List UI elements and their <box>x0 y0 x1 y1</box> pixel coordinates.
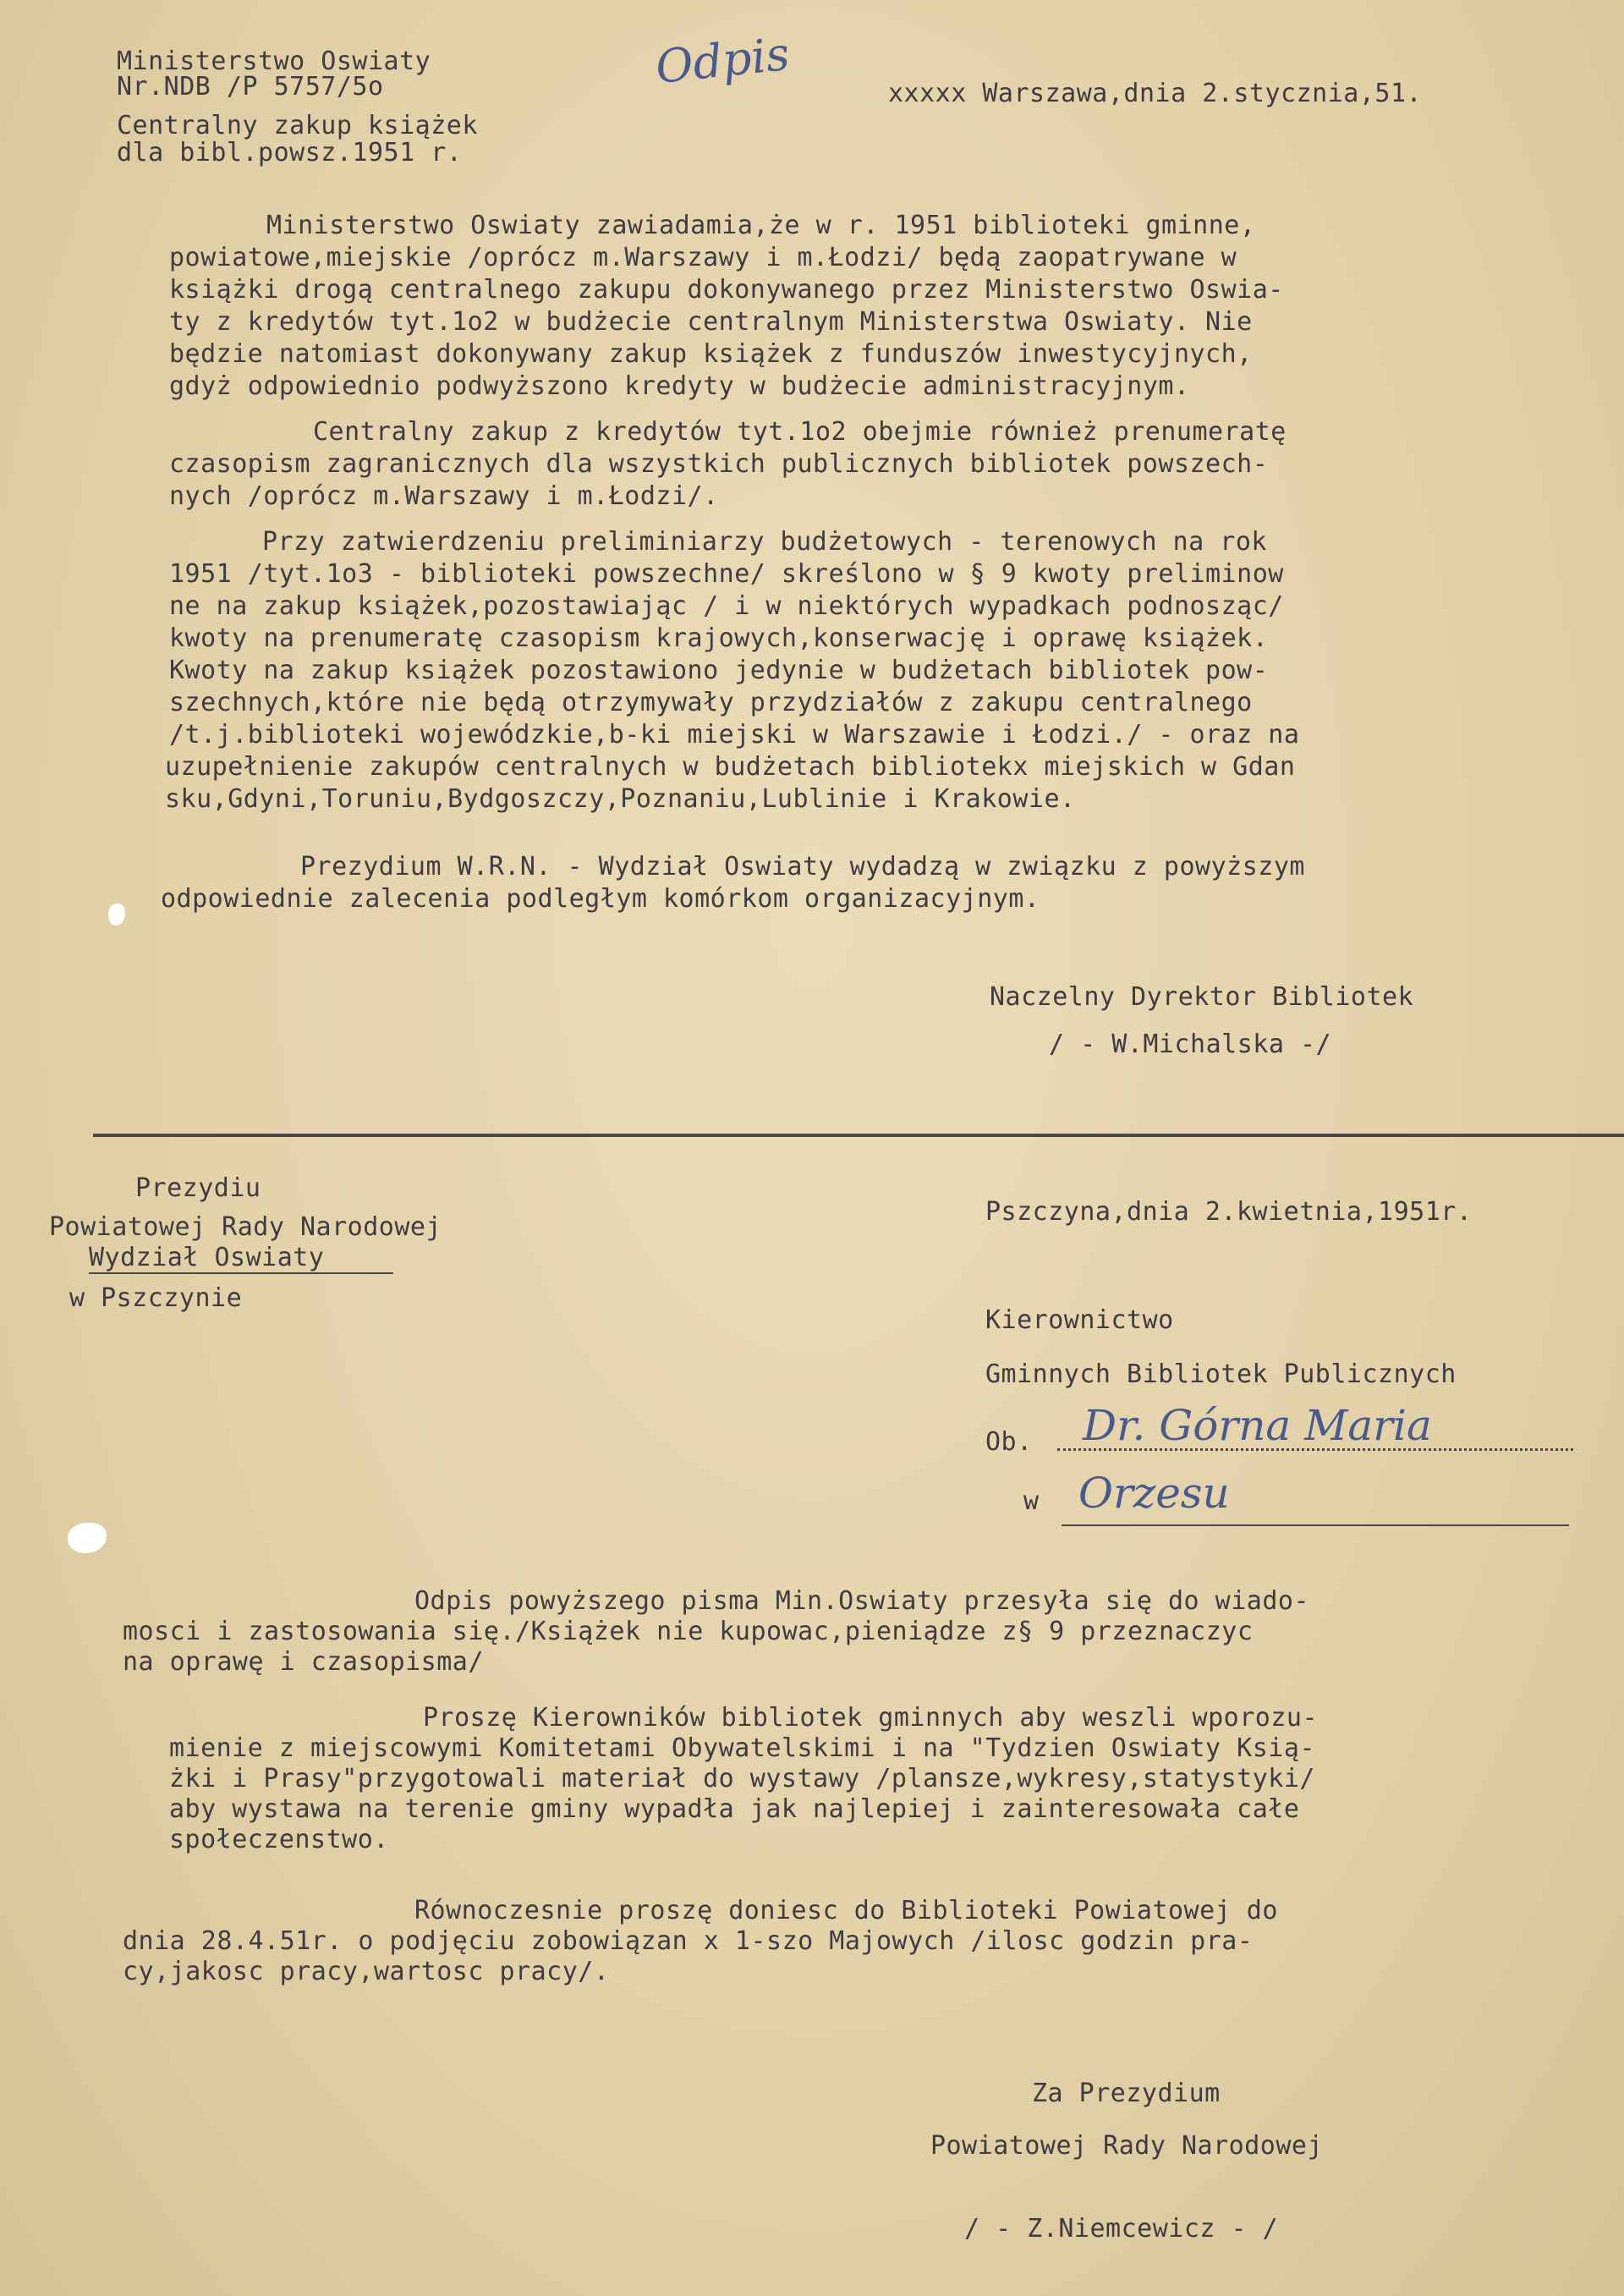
ministry-header-line-3: Centralny zakup książek <box>117 111 478 140</box>
county-body-line: mosci i zastosowania się./Książek nie kupowac,pieniądze z§ 9 przeznaczyc <box>123 1617 1254 1646</box>
ministry-body-line: powiatowe,miejskie /oprócz m.Warszawy i m.Łodzi/ będą zaopatrywane w <box>169 243 1237 272</box>
ministry-body-line: Kwoty na zakup książek pozostawiono jedynie w budżetach bibliotek pow- <box>169 656 1269 685</box>
ministry-body-line: odpowiednie zalecenia podległym komórkom organizacyjnym. <box>161 884 1040 914</box>
county-body-line: Równoczesnie proszę doniesc do Biblioteki Powiatowej do <box>414 1896 1278 1925</box>
county-date-line: Pszczyna,dnia 2.kwietnia,1951r. <box>985 1197 1473 1227</box>
paper-tear-hole <box>108 904 125 926</box>
county-body-line: Odpis powyższego pisma Min.Oswiaty przesyła się do wiado- <box>414 1586 1310 1616</box>
county-header-underline <box>89 1272 393 1274</box>
county-signature-line-1: Za Prezydium <box>1032 2079 1221 2108</box>
ministry-body-line: gdyż odpowiednio podwyższono kredyty w budżecie administracyjnym. <box>169 371 1190 401</box>
county-body-line: dnia 28.4.51r. o podjęciu zobowiązan x 1-szo Majowych /ilosc godzin pra- <box>123 1926 1254 1956</box>
county-body-line: cy,jakosc pracy,wartosc pracy/. <box>123 1957 610 1986</box>
addressee-line-1: Kierownictwo <box>985 1305 1174 1335</box>
county-signature-name: / - Z.Niemcewicz - / <box>964 2214 1279 2244</box>
copy-marker: Odpis <box>653 26 793 95</box>
addressee-w-label: w <box>1023 1486 1040 1516</box>
addressee-w-handwritten: Orzesu <box>1078 1469 1230 1518</box>
county-header-line-1: Prezydiu <box>135 1173 261 1203</box>
ministry-body-line: Przy zatwierdzeniu preliminiarzy budżetowych - terenowych na rok <box>262 527 1267 557</box>
ministry-body-line: czasopism zagranicznych dla wszystkich publicznych bibliotek powszech- <box>169 449 1269 479</box>
ministry-body-line: będzie natomiast dokonywany zakup książek z funduszów inwestycyjnych, <box>169 339 1253 369</box>
addressee-line-2: Gminnych Bibliotek Publicznych <box>985 1359 1457 1389</box>
ministry-body-line: ty z kredytów tyt.1o2 w budżecie centralnym Ministerstwa Oswiaty. Nie <box>169 307 1253 337</box>
ministry-header-line-1: Ministerstwo Oswiaty <box>117 47 431 76</box>
ministry-header-line-2: Nr.NDB /P 5757/5o <box>117 72 384 102</box>
section-separator <box>93 1134 1624 1137</box>
ministry-header-line-4: dla bibl.powsz.1951 r. <box>117 138 463 168</box>
ministry-body-line: książki drogą centralnego zakupu dokonywanego przez Ministerstwo Oswia- <box>169 275 1284 305</box>
ministry-body-line: ne na zakup książek,pozostawiając / i w niektórych wypadkach podnosząc/ <box>169 591 1284 621</box>
addressee-w-underline <box>1062 1524 1569 1526</box>
county-signature-line-2: Powiatowej Rady Narodowej <box>930 2131 1324 2161</box>
ministry-signature-name: / - W.Michalska -/ <box>1049 1030 1332 1059</box>
ministry-date-line: xxxxx Warszawa,dnia 2.stycznia,51. <box>888 79 1423 108</box>
ministry-body-line: szechnych,które nie będą otrzymywały przydziałów z zakupu centralnego <box>169 688 1253 717</box>
county-body-line: żki i Prasy"przygotowali materiał do wystawy /plansze,wykresy,statystyki/ <box>169 1764 1315 1793</box>
ministry-body-line: kwoty na prenumeratę czasopism krajowych,konserwację i oprawę książek. <box>169 623 1269 653</box>
county-body-line: na oprawę i czasopisma/ <box>123 1647 484 1677</box>
ministry-body-line: nych /oprócz m.Warszawy i m.Łodzi/. <box>169 481 719 511</box>
county-header-line-3: Wydział Oswiaty <box>89 1243 325 1272</box>
county-header-line-2: Powiatowej Rady Narodowej <box>49 1212 442 1242</box>
addressee-ob-handwritten: Dr. Górna Maria <box>1083 1401 1432 1450</box>
county-body-line: aby wystawa na terenie gminy wypadła jak najlepiej i zainteresowała całe <box>169 1794 1300 1824</box>
ministry-body-line: Ministerstwo Oswiaty zawiadamia,że w r. 1951 biblioteki gminne, <box>266 211 1256 240</box>
county-body-line: Proszę Kierowników bibliotek gminnych aby weszli wporozu- <box>423 1703 1319 1733</box>
ministry-signature-title: Naczelny Dyrektor Bibliotek <box>990 982 1414 1012</box>
ministry-body-line: Centralny zakup z kredytów tyt.1o2 obejmie również prenumeratę <box>313 417 1287 447</box>
paper-tear-hole <box>68 1523 107 1553</box>
county-body-line: mienie z miejscowymi Komitetami Obywatelskimi i na "Tydzien Oswiaty Ksią- <box>169 1733 1315 1763</box>
ministry-body-line: 1951 /tyt.1o3 - biblioteki powszechne/ skreślono w § 9 kwoty preliminow <box>169 559 1284 589</box>
county-body-line: społeczenstwo. <box>169 1825 389 1854</box>
ministry-body-line: Prezydium W.R.N. - Wydział Oswiaty wydadzą w związku z powyższym <box>300 852 1305 882</box>
ministry-body-line: sku,Gdyni,Toruniu,Bydgoszczy,Poznaniu,Lublinie i Krakowie. <box>165 784 1076 814</box>
ministry-body-line: uzupełnienie zakupów centralnych w budżetach bibliotekx miejskich w Gdan <box>165 752 1296 782</box>
ministry-body-line: /t.j.biblioteki wojewódzkie,b-ki miejski w Warszawie i Łodzi./ - oraz na <box>169 720 1300 750</box>
county-header-line-4: w Pszczynie <box>69 1283 243 1313</box>
addressee-ob-label: Ob. <box>985 1427 1033 1457</box>
